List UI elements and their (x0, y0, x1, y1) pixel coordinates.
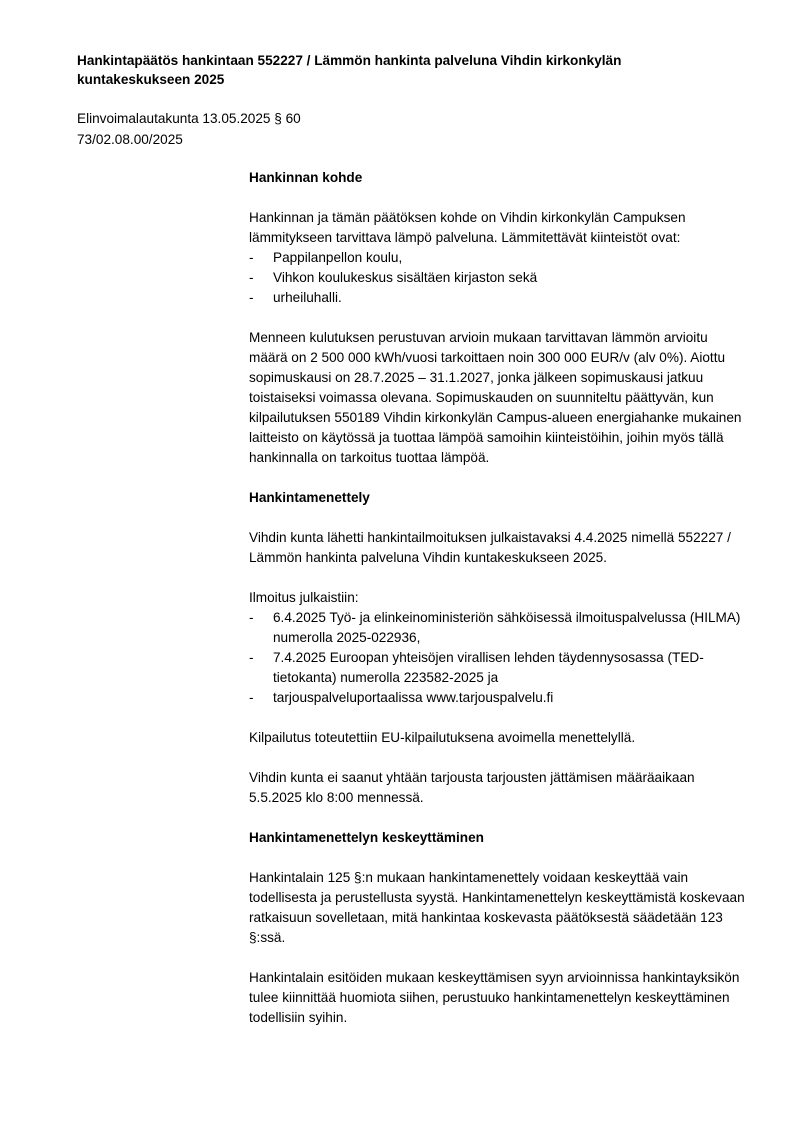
property-list (249, 248, 749, 308)
document-body (249, 168, 749, 1028)
list-item: - tarjouspalveluportaalissa www.tarjouspalvelu.fi (249, 688, 749, 708)
meeting-reference: Elinvoimalautakunta 13.05.2025 § 60 (77, 111, 301, 126)
dash-marker: - (249, 290, 254, 305)
list-item: - Pappilanpellon koulu, (249, 248, 749, 268)
publication-list (249, 608, 749, 708)
list-item: - 7.4.2025 Euroopan yhteisöjen virallisen lehden täydennysosassa (TED-tietokanta) numerolla 223582-2025 ja (249, 650, 704, 685)
document-meta (77, 108, 301, 150)
dash-marker: - (249, 690, 254, 705)
list-item: - urheiluhalli. (249, 288, 749, 308)
section-heading-keskeyttaminen: Hankintamenettelyn keskeyttäminen (249, 830, 484, 845)
kohde-paragraph: Menneen kulutuksen perustuvan arvioin mukaan tarvittavan lämmön arvioitu määrä on 2 500 000 kWh/vuosi tarkoittaen noin 300 000 EUR/v (alv 0%). Aiottu sopimuskausi on 28.7.2025 – 31.1.2027, jonka jälkeen sopimuskausi jatkuu toistaiseksi voimassa olevana. Sopimuskauden on suunniteltu päättyvän, kun kilpailutuksen 550189 Vihdin kirkonkylän Campus-alueen energiahanke mukainen laitteisto on käytössä ja tuottaa lämpöä samoihin kiinteistöihin, joihin myös tällä hankinnalla on tarkoitus tuottaa lämpöä. (249, 330, 742, 465)
dash-marker: - (249, 270, 254, 285)
dash-marker: - (249, 250, 254, 265)
section-heading-menettely: Hankintamenettely (249, 490, 370, 505)
list-item: - 6.4.2025 Työ- ja elinkeinoministeriön sähköisessä ilmoituspalvelussa (HILMA) numerolla 2025-022936, (249, 610, 741, 645)
menettely-paragraph-2: Kilpailutus toteutettiin EU-kilpailutuksena avoimella menettelyllä. (249, 730, 636, 745)
menettely-paragraph-3: Vihdin kunta ei saanut yhtään tarjousta tarjousten jättämisen määräaikaan 5.5.2025 klo 8:00 mennessä. (249, 770, 695, 805)
section-heading-kohde: Hankinnan kohde (249, 170, 363, 185)
publication-list-intro: Ilmoitus julkaistiin: (249, 590, 359, 605)
keskeyttaminen-paragraph-1: Hankintalain 125 §:n mukaan hankintamenettely voidaan keskeyttää vain todellisesta ja perustellusta syystä. Hankintamenettelyn keskeyttämistä koskevaan ratkaisuun sovelletaan, mitä hankintaa koskevasta päätöksestä säädetään 123 §:ssä. (249, 870, 745, 945)
dash-marker: - (249, 610, 254, 625)
menettely-paragraph-1: Vihdin kunta lähetti hankintailmoituksen julkaistavaksi 4.4.2025 nimellä 552227 / Lämmön hankinta palveluna Vihdin kuntakeskukseen 2025. (249, 530, 731, 565)
dash-marker: - (249, 650, 254, 665)
document-title: Hankintapäätös hankintaan 552227 / Lämmön hankinta palveluna Vihdin kirkonkylän kuntakeskukseen 2025 (77, 53, 622, 87)
keskeyttaminen-paragraph-2: Hankintalain esitöiden mukaan keskeyttämisen syyn arvioinnissa hankintayksikön tulee kiinnittää huomiota siihen, perustuuko hankintamenettelyn keskeyttäminen todellisiin syihin. (249, 970, 740, 1025)
kohde-intro: Hankinnan ja tämän päätöksen kohde on Vihdin kirkonkylän Campuksen lämmitykseen tarvittava lämpö palveluna. Lämmitettävät kiinteistöt ovat: (249, 210, 686, 245)
list-item: - Vihkon koulukeskus sisältäen kirjaston sekä (249, 268, 749, 288)
record-number: 73/02.08.00/2025 (77, 132, 183, 147)
